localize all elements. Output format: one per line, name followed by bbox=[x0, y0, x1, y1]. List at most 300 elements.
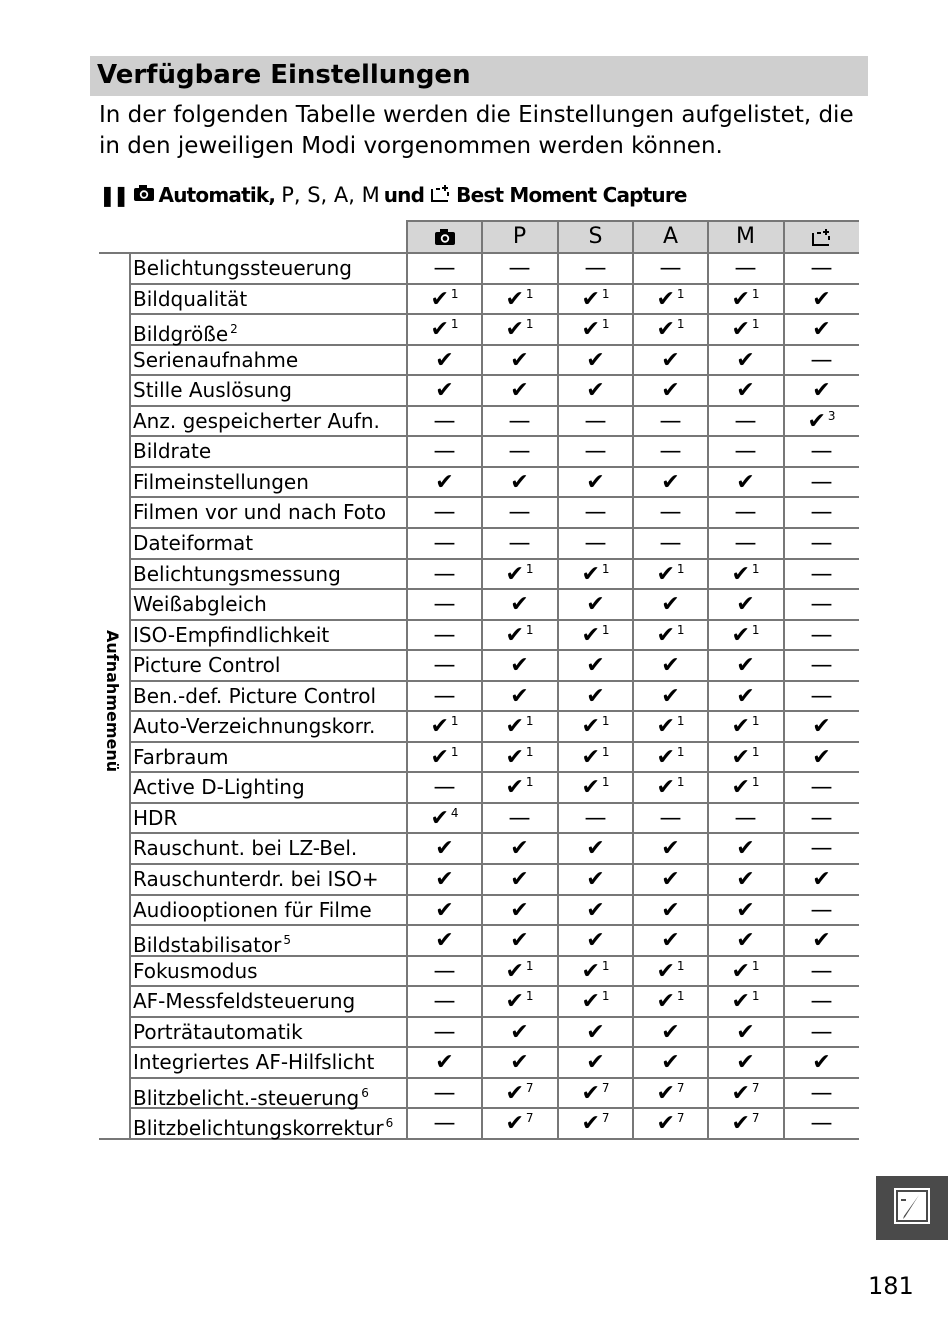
check-mark bbox=[407, 345, 482, 375]
cell-symbol: ✔ bbox=[661, 927, 680, 953]
cell-footnote: 1 bbox=[525, 287, 534, 301]
row-label bbox=[133, 284, 247, 314]
check-mark bbox=[708, 589, 783, 619]
section-part-automatik: Automatik, bbox=[158, 183, 276, 207]
side-tab bbox=[876, 1176, 948, 1240]
cell-symbol: — bbox=[734, 805, 757, 831]
check-mark bbox=[633, 375, 708, 405]
check-mark bbox=[558, 864, 633, 894]
cell-symbol: ✔ bbox=[510, 652, 529, 678]
cell-symbol: ✔ bbox=[731, 561, 750, 587]
row-label-text: Picture Control bbox=[133, 653, 281, 677]
cell-symbol: — bbox=[810, 897, 833, 923]
cell-symbol: ✔ bbox=[430, 316, 449, 342]
cell-symbol: — bbox=[433, 1019, 456, 1045]
row-label bbox=[133, 589, 267, 619]
cell-symbol: ✔ bbox=[586, 927, 605, 953]
cell-symbol: ✔ bbox=[586, 1019, 605, 1045]
cell-symbol: ✔ bbox=[812, 286, 831, 312]
cell-symbol: ✔ bbox=[510, 1049, 529, 1075]
check-mark bbox=[708, 559, 783, 589]
cell-symbol: ✔ bbox=[435, 377, 454, 403]
intro-paragraph: In der folgenden Tabelle werden die Einstellungen aufgelistet, die in den jeweiligen Modi vorgenommen werden können. bbox=[99, 102, 854, 159]
check-mark bbox=[558, 711, 633, 741]
row-footnote: 6 bbox=[361, 1086, 369, 1100]
cell-footnote: 7 bbox=[751, 1081, 760, 1095]
cell-symbol: ✔ bbox=[812, 316, 831, 342]
check-mark bbox=[558, 1047, 633, 1077]
cell-symbol: ✔ bbox=[581, 286, 600, 312]
dash-mark bbox=[407, 650, 482, 680]
cell-symbol: — bbox=[433, 591, 456, 617]
dash-mark bbox=[407, 986, 482, 1016]
check-mark bbox=[407, 864, 482, 894]
check-mark bbox=[633, 681, 708, 711]
cell-symbol: — bbox=[584, 408, 607, 434]
check-mark bbox=[633, 742, 708, 772]
cell-symbol: ✔ bbox=[736, 835, 755, 861]
cell-footnote: 1 bbox=[601, 714, 610, 728]
dash-mark bbox=[407, 497, 482, 527]
row-label-text: HDR bbox=[133, 806, 178, 830]
check-mark bbox=[708, 467, 783, 497]
dash-mark bbox=[407, 436, 482, 466]
dash-mark bbox=[482, 253, 557, 283]
row-label-text: Farbraum bbox=[133, 745, 229, 769]
check-mark bbox=[708, 314, 783, 344]
dash-mark bbox=[784, 833, 859, 863]
cell-symbol: ✔ bbox=[505, 561, 524, 587]
section-title bbox=[99, 180, 687, 210]
check-mark bbox=[558, 1078, 633, 1108]
row-footnote: 6 bbox=[385, 1116, 394, 1130]
cell-symbol: ✔ bbox=[731, 1110, 750, 1136]
row-label bbox=[133, 650, 280, 680]
cell-symbol: ✔ bbox=[586, 866, 605, 892]
check-mark bbox=[708, 895, 783, 925]
section-part-bmc: Best Moment Capture bbox=[456, 183, 687, 207]
cell-symbol: ✔ bbox=[731, 713, 750, 739]
cell-footnote: 7 bbox=[676, 1081, 685, 1095]
cell-footnote: 7 bbox=[601, 1081, 610, 1095]
cell-footnote: 1 bbox=[601, 745, 610, 759]
dash-mark bbox=[558, 436, 633, 466]
auto-camera-icon bbox=[133, 183, 155, 207]
check-mark bbox=[708, 925, 783, 955]
row-label bbox=[133, 833, 357, 863]
check-mark bbox=[407, 742, 482, 772]
row-label bbox=[133, 467, 309, 497]
cell-symbol: — bbox=[508, 805, 531, 831]
cell-footnote: 7 bbox=[525, 1081, 534, 1095]
cell-symbol: — bbox=[810, 988, 833, 1014]
dash-mark bbox=[407, 1078, 482, 1108]
cell-symbol: ✔ bbox=[435, 866, 454, 892]
cell-symbol: ✔ bbox=[812, 377, 831, 403]
row-label-text: Serienaufnahme bbox=[133, 348, 299, 372]
check-mark bbox=[558, 345, 633, 375]
check-mark bbox=[407, 467, 482, 497]
dash-mark bbox=[407, 620, 482, 650]
cell-symbol: — bbox=[734, 408, 757, 434]
cell-symbol: ✔ bbox=[510, 347, 529, 373]
cell-footnote: 1 bbox=[676, 623, 685, 637]
cell-symbol: — bbox=[584, 438, 607, 464]
dash-mark bbox=[633, 253, 708, 283]
row-label-text: Dateiformat bbox=[133, 531, 254, 555]
dash-mark bbox=[558, 497, 633, 527]
cell-symbol: ✔ bbox=[581, 774, 600, 800]
row-label bbox=[133, 1017, 303, 1047]
row-label-text: Rauschunt. bei LZ-Bel. bbox=[133, 836, 358, 860]
cell-footnote: 1 bbox=[676, 714, 685, 728]
row-label bbox=[133, 895, 372, 925]
check-mark bbox=[633, 467, 708, 497]
cell-symbol: — bbox=[810, 683, 833, 709]
cell-symbol: — bbox=[810, 347, 833, 373]
cell-symbol: ✔ bbox=[731, 774, 750, 800]
dash-mark bbox=[708, 406, 783, 436]
cell-symbol: ✔ bbox=[581, 1080, 600, 1106]
check-mark bbox=[558, 314, 633, 344]
cell-symbol: — bbox=[433, 774, 456, 800]
menu-guide-icon bbox=[892, 1186, 932, 1230]
check-mark bbox=[784, 711, 859, 741]
cell-symbol: — bbox=[810, 499, 833, 525]
check-mark bbox=[482, 833, 557, 863]
dash-mark bbox=[784, 956, 859, 986]
check-mark bbox=[407, 284, 482, 314]
row-label bbox=[133, 681, 376, 711]
cell-symbol: — bbox=[810, 530, 833, 556]
cell-symbol: ✔ bbox=[656, 1080, 675, 1106]
cell-symbol: ✔ bbox=[505, 622, 524, 648]
cell-symbol: — bbox=[433, 988, 456, 1014]
row-label-text: Auto-Verzeichnungskorr. bbox=[133, 714, 376, 738]
cell-symbol: ✔ bbox=[430, 713, 449, 739]
cell-footnote: 1 bbox=[450, 745, 459, 759]
cell-footnote: 7 bbox=[525, 1111, 534, 1125]
check-mark bbox=[633, 589, 708, 619]
check-mark bbox=[482, 1017, 557, 1047]
check-mark bbox=[633, 833, 708, 863]
check-mark bbox=[708, 284, 783, 314]
check-mark bbox=[407, 711, 482, 741]
row-label-text: Audiooptionen für Filme bbox=[133, 898, 372, 922]
row-label-text: Bildstabilisator bbox=[133, 933, 282, 957]
dash-mark bbox=[407, 772, 482, 802]
row-label bbox=[133, 742, 228, 772]
check-mark bbox=[784, 406, 859, 436]
cell-symbol: — bbox=[508, 530, 531, 556]
cell-symbol: — bbox=[508, 408, 531, 434]
check-mark bbox=[633, 559, 708, 589]
cell-symbol: ✔ bbox=[661, 652, 680, 678]
cell-symbol: ✔ bbox=[731, 316, 750, 342]
cell-symbol: ✔ bbox=[581, 958, 600, 984]
cell-symbol: ✔ bbox=[586, 652, 605, 678]
cell-symbol: ✔ bbox=[731, 958, 750, 984]
check-mark bbox=[708, 345, 783, 375]
cell-symbol: — bbox=[810, 591, 833, 617]
cell-symbol: — bbox=[433, 255, 456, 281]
check-mark bbox=[708, 956, 783, 986]
cell-footnote: 1 bbox=[525, 775, 534, 789]
cell-symbol: ✔ bbox=[586, 835, 605, 861]
cell-symbol: — bbox=[659, 499, 682, 525]
cell-symbol: ✔ bbox=[731, 286, 750, 312]
cell-symbol: — bbox=[433, 622, 456, 648]
cell-symbol: — bbox=[584, 499, 607, 525]
dash-mark bbox=[482, 528, 557, 558]
cell-footnote: 1 bbox=[676, 989, 685, 1003]
section-marker: ❚❚ bbox=[99, 183, 127, 207]
row-label bbox=[133, 314, 238, 344]
dash-mark bbox=[784, 497, 859, 527]
cell-symbol: ✔ bbox=[581, 713, 600, 739]
cell-symbol: — bbox=[433, 499, 456, 525]
row-label bbox=[133, 528, 253, 558]
cell-symbol: — bbox=[659, 255, 682, 281]
cell-symbol: ✔ bbox=[435, 835, 454, 861]
check-mark bbox=[558, 1017, 633, 1047]
cell-symbol: ✔ bbox=[736, 347, 755, 373]
dash-mark bbox=[482, 803, 557, 833]
check-mark bbox=[708, 1017, 783, 1047]
cell-symbol: ✔ bbox=[586, 377, 605, 403]
check-mark bbox=[633, 314, 708, 344]
cell-symbol: — bbox=[734, 255, 757, 281]
check-mark bbox=[708, 833, 783, 863]
check-mark bbox=[558, 650, 633, 680]
check-mark bbox=[482, 559, 557, 589]
check-mark bbox=[407, 895, 482, 925]
cell-symbol: ✔ bbox=[586, 1049, 605, 1075]
cell-symbol: ✔ bbox=[586, 469, 605, 495]
dash-mark bbox=[784, 895, 859, 925]
row-label bbox=[133, 925, 291, 955]
cell-footnote: 1 bbox=[676, 287, 685, 301]
dash-mark bbox=[558, 528, 633, 558]
cell-footnote: 1 bbox=[676, 562, 685, 576]
check-mark bbox=[482, 711, 557, 741]
cell-symbol: ✔ bbox=[510, 866, 529, 892]
check-mark bbox=[558, 833, 633, 863]
check-mark bbox=[558, 681, 633, 711]
dash-mark bbox=[708, 528, 783, 558]
dash-mark bbox=[407, 528, 482, 558]
cell-footnote: 1 bbox=[601, 959, 610, 973]
column-header-a: A bbox=[662, 224, 679, 249]
row-label-text: Blitzbelicht.-steuerung bbox=[133, 1086, 360, 1110]
row-label bbox=[133, 1047, 374, 1077]
check-mark bbox=[482, 681, 557, 711]
cell-symbol: ✔ bbox=[736, 1019, 755, 1045]
section-modes: P, S, A, M bbox=[281, 183, 380, 207]
row-label-text: Bildrate bbox=[133, 439, 212, 463]
check-mark bbox=[633, 620, 708, 650]
cell-symbol: ✔ bbox=[736, 377, 755, 403]
cell-symbol: ✔ bbox=[812, 866, 831, 892]
check-mark bbox=[482, 1108, 557, 1138]
check-mark bbox=[708, 711, 783, 741]
cell-symbol: ✔ bbox=[581, 316, 600, 342]
cell-symbol: — bbox=[584, 805, 607, 831]
best-moment-capture-icon bbox=[430, 183, 452, 208]
cell-symbol: — bbox=[810, 774, 833, 800]
cell-symbol: — bbox=[433, 438, 456, 464]
cell-symbol: ✔ bbox=[505, 286, 524, 312]
row-footnote: 5 bbox=[283, 933, 292, 947]
cell-footnote: 1 bbox=[751, 745, 760, 759]
check-mark bbox=[482, 956, 557, 986]
dash-mark bbox=[407, 559, 482, 589]
cell-symbol: — bbox=[508, 438, 531, 464]
cell-symbol: — bbox=[734, 438, 757, 464]
dash-mark bbox=[633, 436, 708, 466]
cell-symbol: — bbox=[810, 1080, 833, 1106]
cell-symbol: ✔ bbox=[435, 469, 454, 495]
dash-mark bbox=[784, 528, 859, 558]
check-mark bbox=[558, 956, 633, 986]
row-label bbox=[133, 1078, 369, 1108]
cell-footnote: 7 bbox=[751, 1111, 760, 1125]
cell-footnote: 1 bbox=[751, 775, 760, 789]
dash-mark bbox=[708, 803, 783, 833]
check-mark bbox=[558, 620, 633, 650]
cell-symbol: ✔ bbox=[661, 683, 680, 709]
table-category-top-rule bbox=[99, 252, 130, 254]
cell-footnote: 1 bbox=[601, 562, 610, 576]
cell-symbol: ✔ bbox=[435, 927, 454, 953]
check-mark bbox=[708, 986, 783, 1016]
check-mark bbox=[784, 742, 859, 772]
cell-symbol: ✔ bbox=[586, 897, 605, 923]
dash-mark bbox=[558, 406, 633, 436]
cell-symbol: ✔ bbox=[661, 591, 680, 617]
check-mark bbox=[482, 375, 557, 405]
row-label-text: Stille Auslösung bbox=[133, 378, 292, 402]
cell-footnote: 1 bbox=[751, 959, 760, 973]
check-mark bbox=[784, 1047, 859, 1077]
page-heading: Verfügbare Einstellungen bbox=[97, 60, 471, 90]
cell-symbol: ✔ bbox=[656, 286, 675, 312]
page-number: 181 bbox=[868, 1272, 914, 1300]
check-mark bbox=[784, 314, 859, 344]
check-mark bbox=[633, 1047, 708, 1077]
cell-symbol: ✔ bbox=[505, 988, 524, 1014]
cell-footnote: 1 bbox=[751, 562, 760, 576]
cell-symbol: ✔ bbox=[731, 622, 750, 648]
check-mark bbox=[482, 589, 557, 619]
cell-footnote: 1 bbox=[676, 959, 685, 973]
cell-symbol: ✔ bbox=[510, 683, 529, 709]
cell-symbol: ✔ bbox=[586, 683, 605, 709]
check-mark bbox=[558, 1108, 633, 1138]
cell-symbol: — bbox=[433, 530, 456, 556]
check-mark bbox=[708, 742, 783, 772]
cell-symbol: — bbox=[508, 499, 531, 525]
cell-symbol: ✔ bbox=[505, 958, 524, 984]
check-mark bbox=[558, 284, 633, 314]
check-mark bbox=[482, 467, 557, 497]
check-mark bbox=[407, 833, 482, 863]
cell-symbol: ✔ bbox=[656, 622, 675, 648]
cell-symbol: ✔ bbox=[581, 561, 600, 587]
cell-symbol: — bbox=[659, 438, 682, 464]
check-mark bbox=[708, 1078, 783, 1108]
dash-mark bbox=[633, 406, 708, 436]
cell-symbol: ✔ bbox=[586, 591, 605, 617]
heading-bar bbox=[90, 56, 868, 96]
row-label-text: Belichtungssteuerung bbox=[133, 256, 352, 280]
check-mark bbox=[558, 589, 633, 619]
cell-footnote: 1 bbox=[525, 714, 534, 728]
cell-symbol: — bbox=[433, 561, 456, 587]
dash-mark bbox=[784, 681, 859, 711]
row-label-text: Anz. gespeicherter Aufn. bbox=[133, 409, 380, 433]
row-label-text: Belichtungsmessung bbox=[133, 562, 341, 586]
dash-mark bbox=[784, 589, 859, 619]
check-mark bbox=[407, 314, 482, 344]
check-mark bbox=[633, 864, 708, 894]
dash-mark bbox=[482, 406, 557, 436]
cell-symbol: ✔ bbox=[656, 316, 675, 342]
dash-mark bbox=[784, 253, 859, 283]
dash-mark bbox=[558, 803, 633, 833]
check-mark bbox=[633, 650, 708, 680]
dash-mark bbox=[482, 436, 557, 466]
cell-symbol: ✔ bbox=[430, 744, 449, 770]
check-mark bbox=[708, 772, 783, 802]
cell-symbol: — bbox=[659, 408, 682, 434]
row-label-text: Active D-Lighting bbox=[133, 775, 305, 799]
cell-footnote: 1 bbox=[450, 287, 459, 301]
cell-symbol: — bbox=[810, 652, 833, 678]
cell-symbol: ✔ bbox=[581, 988, 600, 1014]
row-label-text: Rauschunterdr. bei ISO+ bbox=[133, 867, 379, 891]
check-mark bbox=[633, 1108, 708, 1138]
row-label-text: Bildqualität bbox=[133, 287, 248, 311]
row-label bbox=[133, 253, 352, 283]
row-label-text: Bildgröße bbox=[133, 322, 229, 346]
dash-mark bbox=[482, 497, 557, 527]
cell-footnote: 3 bbox=[827, 409, 836, 423]
cell-symbol: — bbox=[810, 1019, 833, 1045]
check-mark bbox=[558, 925, 633, 955]
check-mark bbox=[482, 284, 557, 314]
cell-symbol: — bbox=[433, 408, 456, 434]
check-mark bbox=[633, 711, 708, 741]
row-label bbox=[133, 986, 355, 1016]
cell-symbol: ✔ bbox=[661, 1049, 680, 1075]
check-mark bbox=[633, 345, 708, 375]
cell-symbol: — bbox=[584, 255, 607, 281]
cell-symbol: — bbox=[734, 530, 757, 556]
cell-footnote: 1 bbox=[751, 623, 760, 637]
row-label-text: Porträtautomatik bbox=[133, 1020, 303, 1044]
dash-mark bbox=[784, 986, 859, 1016]
cell-footnote: 1 bbox=[525, 317, 534, 331]
check-mark bbox=[482, 742, 557, 772]
dash-mark bbox=[558, 253, 633, 283]
cell-symbol: ✔ bbox=[656, 713, 675, 739]
cell-footnote: 4 bbox=[450, 806, 459, 820]
check-mark bbox=[482, 620, 557, 650]
column-header-bmc-icon bbox=[784, 220, 859, 253]
dash-mark bbox=[407, 956, 482, 986]
cell-symbol: ✔ bbox=[736, 927, 755, 953]
